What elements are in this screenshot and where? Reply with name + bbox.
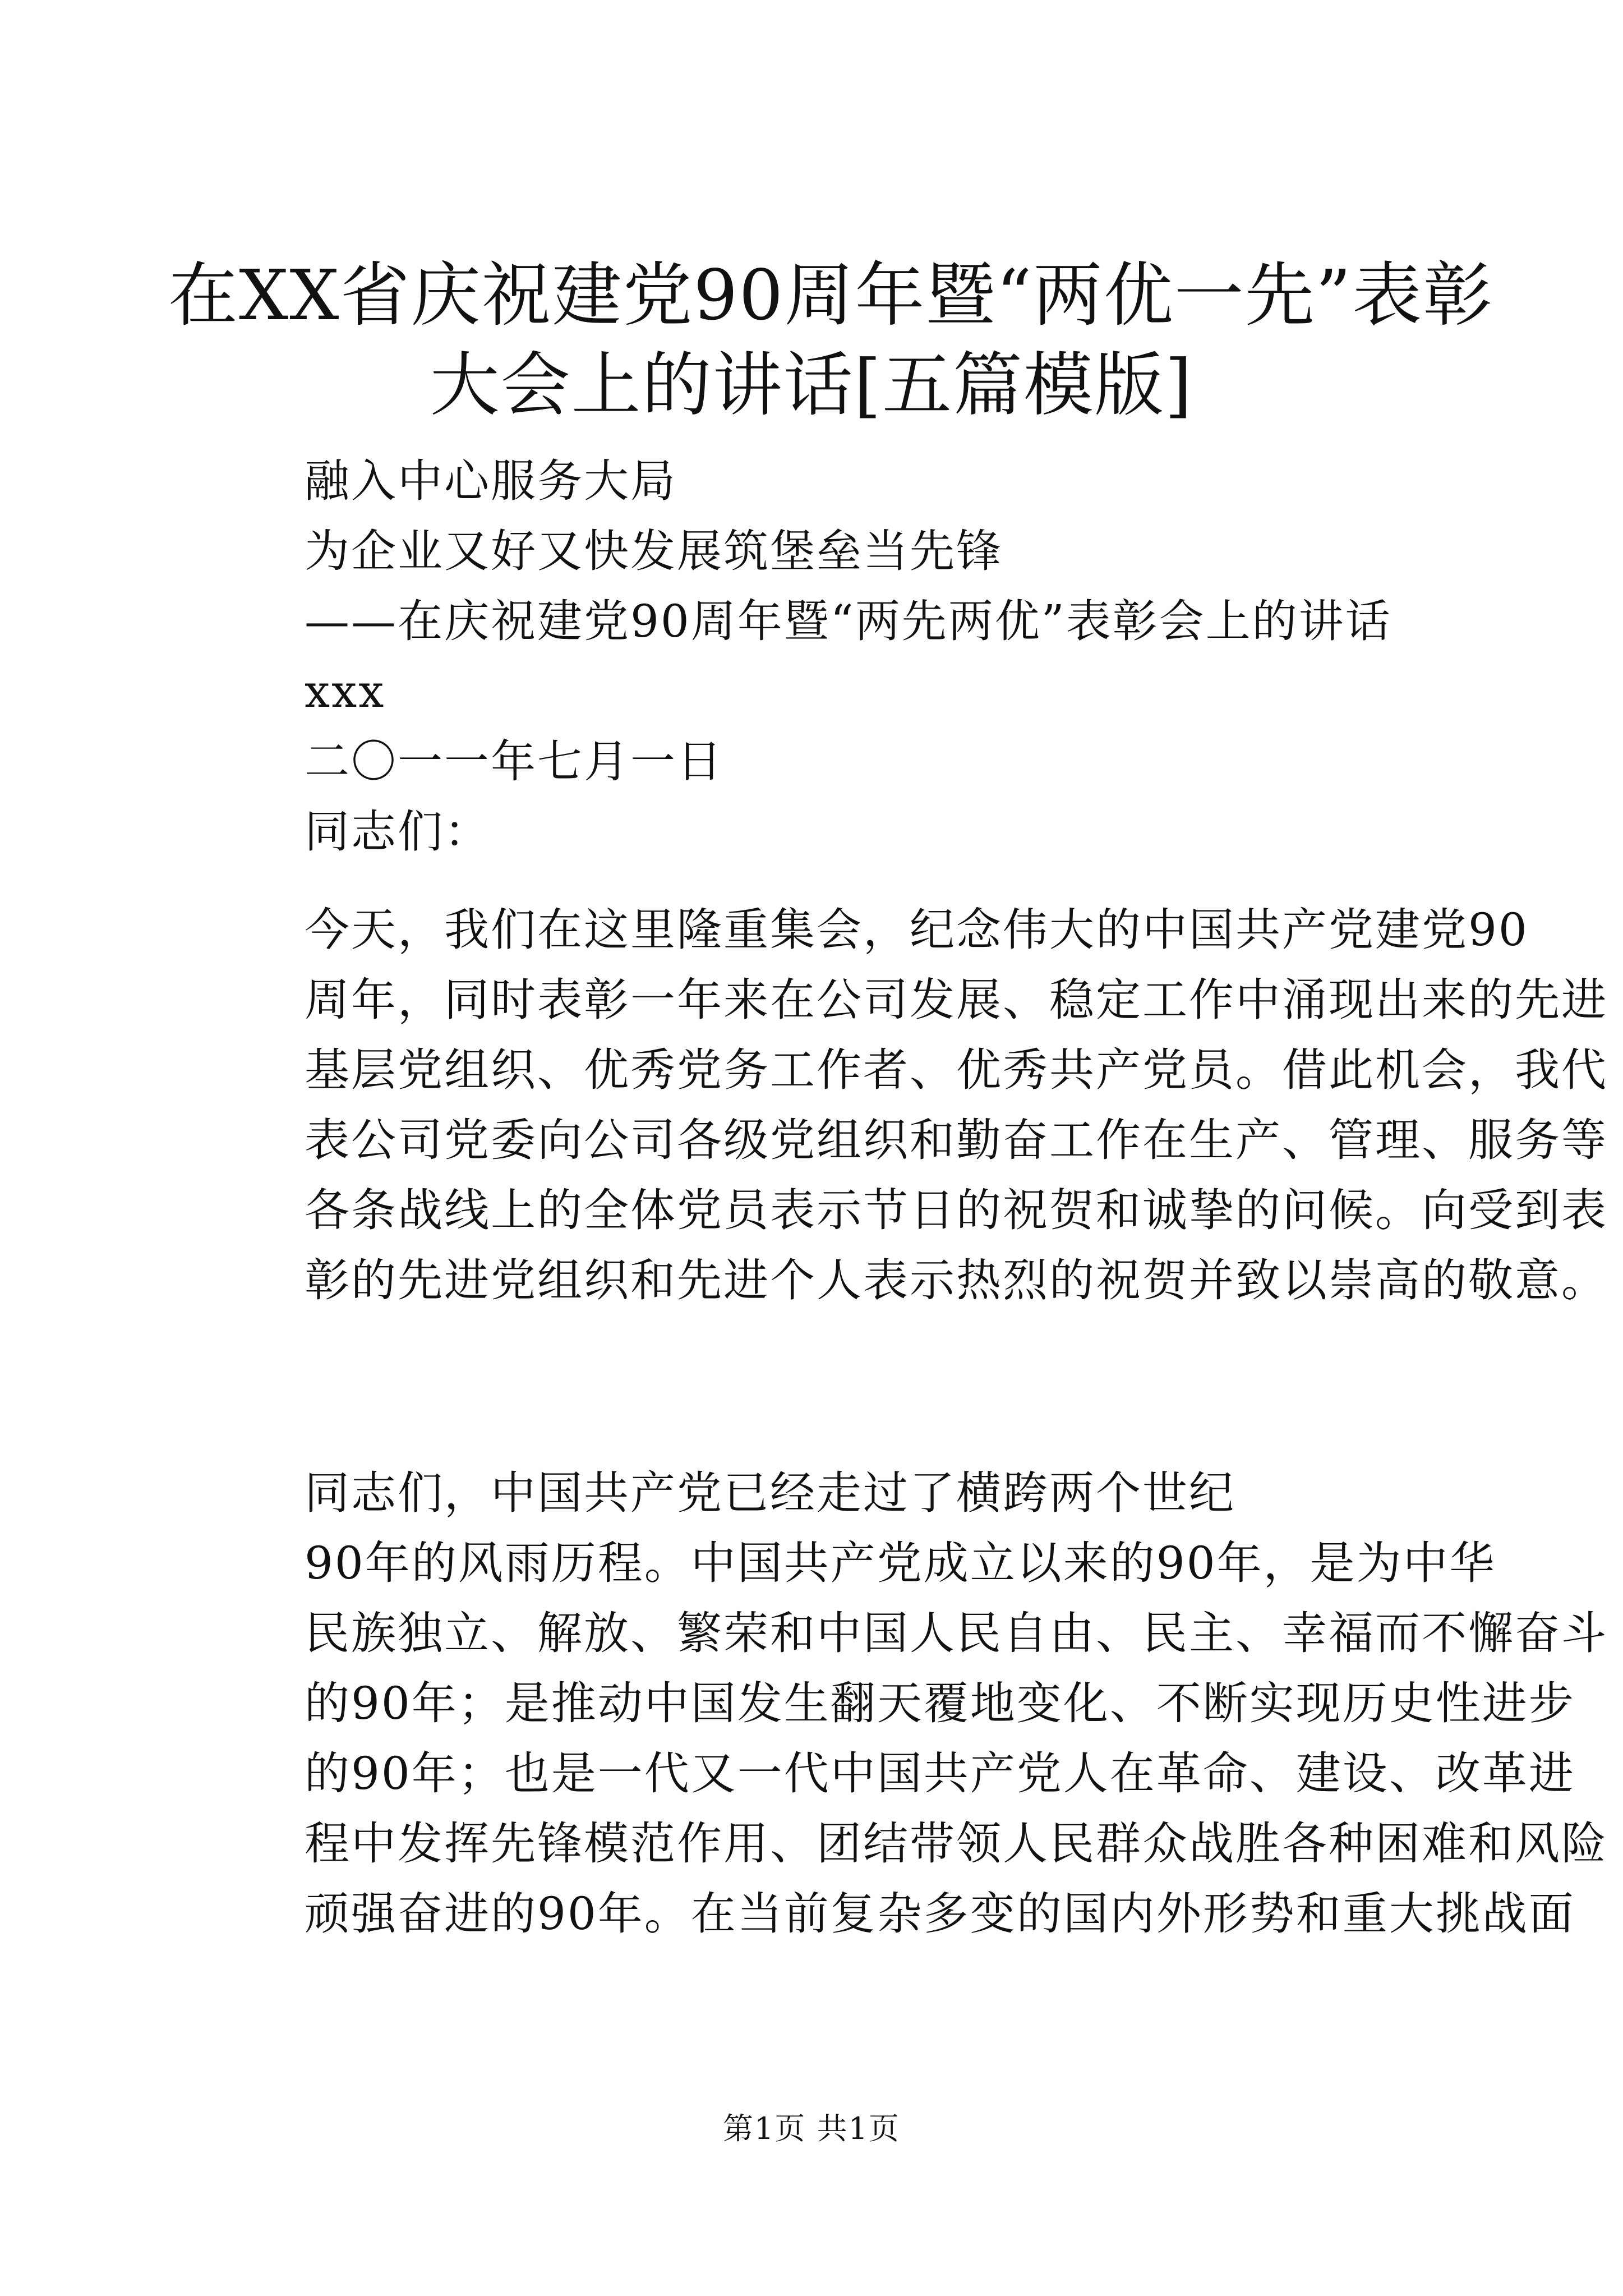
paragraph-1: [305, 902, 1608, 1323]
paragraph-line: 程中发挥先锋模范作用、团结带领人民群众战胜各种困难和风险: [305, 1818, 1608, 1870]
paragraph-line: 表公司党委向公司各级党组织和勤奋工作在生产、管理、服务等: [305, 1114, 1608, 1166]
subtitle-line: 融入中心服务大局: [305, 455, 677, 507]
paragraph-3: [305, 1535, 1608, 1956]
paragraph-2: 同志们，中国共产党已经走过了横跨两个世纪: [305, 1467, 1235, 1519]
salutation-line: 同志们：: [305, 806, 491, 858]
page-footer: 第1页 共1页: [723, 2111, 900, 2146]
paragraph-line: 彰的先进党组织和先进个人表示热烈的祝贺并致以崇高的敬意。: [305, 1254, 1608, 1306]
document-title-line-1: 在XX省庆祝建党90周年暨“两优一先”表彰: [168, 255, 1494, 336]
paragraph-line: 周年，同时表彰一年来在公司发展、稳定工作中涌现出来的先进: [305, 974, 1608, 1026]
author-line: xxx: [305, 665, 386, 717]
paragraph-line: 各条战线上的全体党员表示节日的祝贺和诚挚的问候。向受到表: [305, 1184, 1608, 1236]
paragraph-line: 90年的风雨历程。中国共产党成立以来的90年，是为中华: [305, 1537, 1496, 1589]
document-title-line-2: 大会上的讲话[五篇模版]: [430, 345, 1193, 426]
paragraph-line: 基层党组织、优秀党务工作者、优秀共产党员。借此机会，我代: [305, 1044, 1608, 1096]
paragraph-line: 的90年；是推动中国发生翻天覆地变化、不断实现历史性进步: [305, 1677, 1575, 1729]
paragraph-line: 今天，我们在这里隆重集会，纪念伟大的中国共产党建党90: [305, 904, 1529, 956]
paragraph-line: 民族独立、解放、繁荣和中国人民自由、民主、幸福而不懈奋斗: [305, 1607, 1608, 1659]
subtitle-line: ——在庆祝建党90周年暨“两先两优”表彰会上的讲话: [305, 595, 1392, 647]
paragraph-line: 的90年；也是一代又一代中国共产党人在革命、建设、改革进: [305, 1747, 1575, 1800]
date-line: 二〇一一年七月一日: [305, 735, 723, 788]
subtitle-line: 为企业又好又快发展筑堡垒当先锋: [305, 525, 1003, 577]
paragraph-line: 顽强奋进的90年。在当前复杂多变的国内外形势和重大挑战面: [305, 1888, 1575, 1940]
